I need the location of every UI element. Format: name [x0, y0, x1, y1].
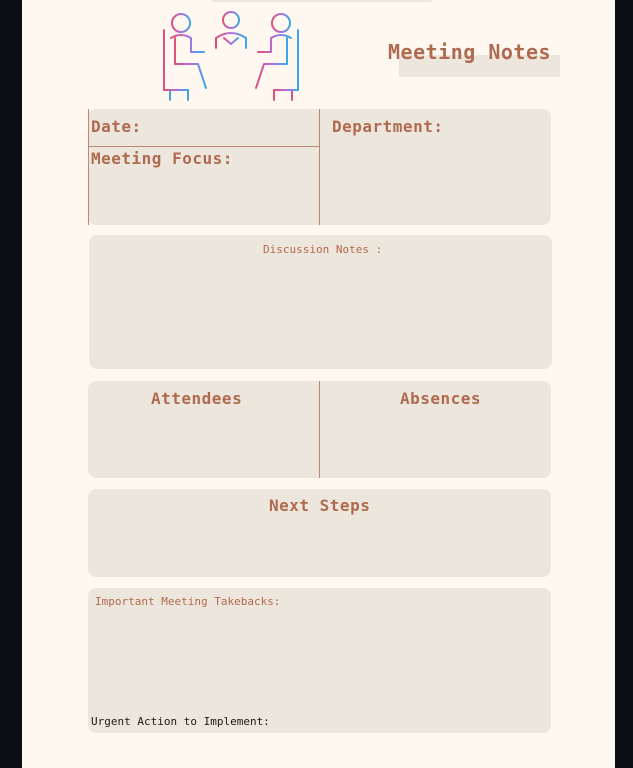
top-shadow — [212, 0, 432, 2]
notes-page — [22, 0, 615, 768]
date-label: Date: — [91, 117, 142, 136]
meeting-focus-label: Meeting Focus: — [91, 149, 233, 168]
absences-label: Absences — [400, 389, 482, 408]
info-divider — [319, 109, 320, 225]
discussion-label: Discussion Notes : — [263, 243, 383, 256]
takebacks-label: Important Meeting Takebacks: — [95, 595, 281, 608]
department-label: Department: — [332, 117, 444, 136]
takebacks-panel — [88, 588, 551, 733]
meeting-table-people-icon — [158, 8, 304, 104]
date-divider — [88, 146, 319, 147]
page-title: Meeting Notes — [388, 40, 552, 64]
attendees-label: Attendees — [151, 389, 243, 408]
next-steps-label: Next Steps — [269, 496, 371, 515]
info-left-border — [88, 109, 89, 225]
attendance-divider — [319, 381, 320, 478]
urgent-action-label: Urgent Action to Implement: — [91, 715, 270, 728]
